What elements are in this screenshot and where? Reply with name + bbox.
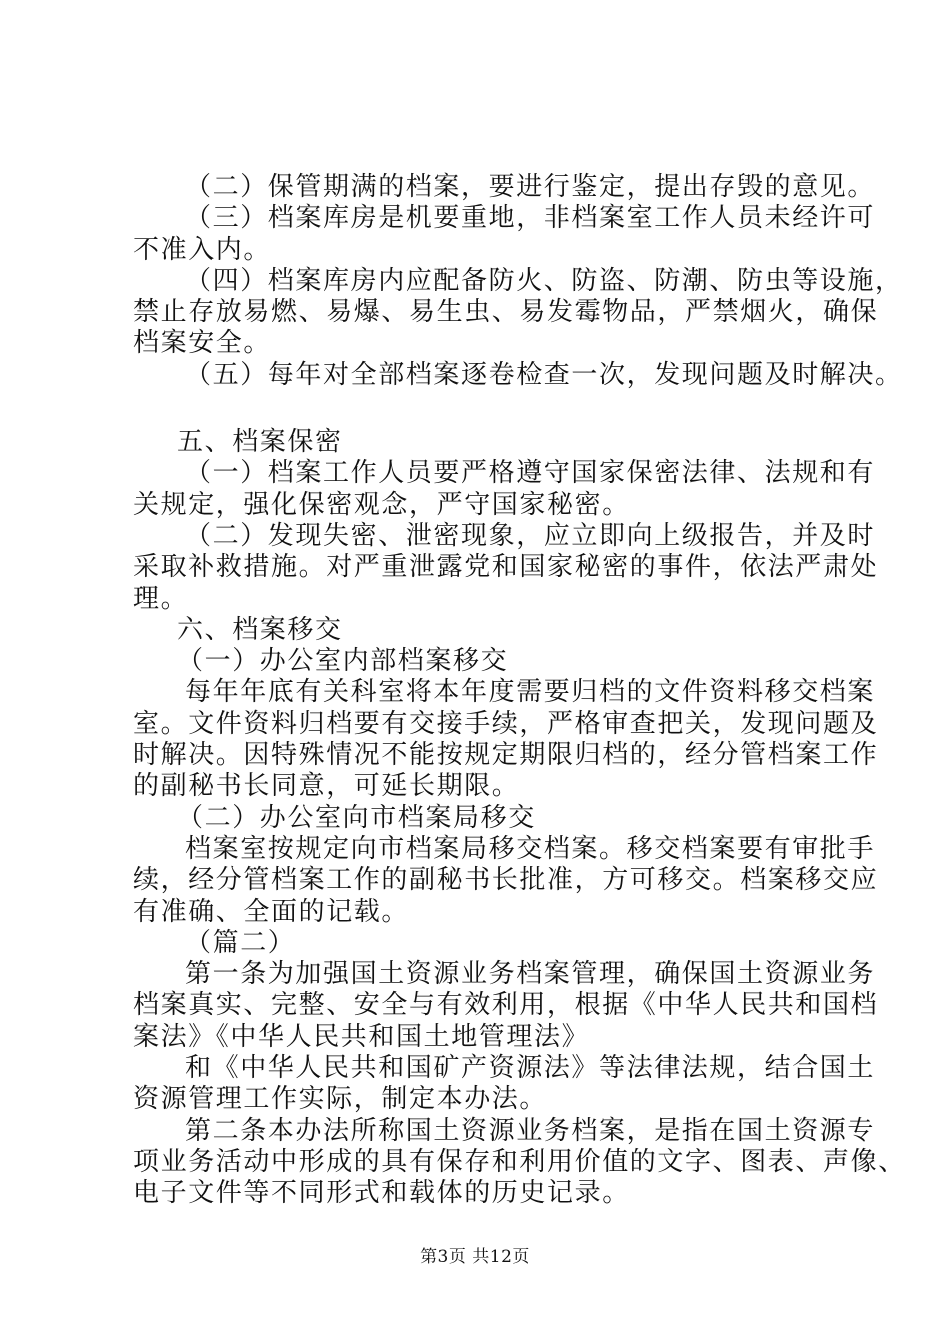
- paragraph-line: （一）档案工作人员要严格遵守国家保密法律、法规和有: [185, 458, 876, 489]
- part-heading: （篇二）: [185, 927, 296, 958]
- paragraph-line: 室。文件资料归档要有交接手续，严格审查把关，发现问题及: [133, 708, 879, 739]
- paragraph-line: （五）每年对全部档案逐卷检查一次，发现问题及时解决。: [185, 359, 903, 390]
- section-heading: 六、档案移交: [177, 614, 343, 645]
- section-gap: [133, 391, 833, 427]
- paragraph-line: 和《中华人民共和国矿产资源法》等法律法规，结合国土: [185, 1053, 876, 1084]
- paragraph-line: 案法》《中华人民共和国土地管理法》: [133, 1021, 590, 1052]
- paragraph-line: 采取补救措施。对严重泄露党和国家秘密的事件，依法严肃处: [133, 552, 879, 583]
- paragraph-line: 电子文件等不同形式和载体的历史记录。: [133, 1178, 630, 1209]
- paragraph-line: 的副秘书长同意，可延长期限。: [133, 771, 520, 802]
- paragraph-line: 第二条本办法所称国土资源业务档案，是指在国土资源专: [185, 1115, 876, 1146]
- paragraph-line: 资源管理工作实际，制定本办法。: [133, 1084, 548, 1115]
- page-footer: 第3页 共12页: [420, 1247, 530, 1267]
- subsection-heading: （一）办公室内部档案移交: [177, 646, 509, 677]
- paragraph-line: （四）档案库房内应配备防火、防盗、防潮、防虫等设施，: [185, 265, 903, 296]
- paragraph-line: 有准确、全面的记载。: [133, 896, 410, 927]
- paragraph-line: 时解决。因特殊情况不能按规定期限归档的，经分管档案工作: [133, 740, 879, 771]
- paragraph-line: （三）档案库房是机要重地，非档案室工作人员未经许可: [185, 203, 876, 234]
- paragraph-line: 项业务活动中形成的具有保存和利用价值的文字、图表、声像、: [133, 1146, 906, 1177]
- paragraph-line: 档案安全。: [133, 328, 272, 359]
- paragraph-line: 关规定，强化保密观念，严守国家秘密。: [133, 489, 630, 520]
- paragraph-line: 档案真实、完整、安全与有效利用，根据《中华人民共和国档: [133, 990, 879, 1021]
- paragraph-line: 不准入内。: [133, 234, 272, 265]
- paragraph-line: 理。: [133, 583, 189, 614]
- paragraph-line: 第一条为加强国土资源业务档案管理，确保国土资源业务: [185, 959, 876, 990]
- section-heading: 五、档案保密: [177, 427, 343, 458]
- paragraph-line: （二）发现失密、泄密现象，应立即向上级报告，并及时: [185, 520, 876, 551]
- paragraph-line: 档案室按规定向市档案局移交档案。移交档案要有审批手: [185, 833, 876, 864]
- paragraph-line: 续，经分管档案工作的副秘书长批准，方可移交。档案移交应: [133, 865, 879, 896]
- document-body: [133, 172, 906, 1210]
- paragraph-line: 每年年底有关科室将本年度需要归档的文件资料移交档案: [185, 677, 876, 708]
- paragraph-line: （二）保管期满的档案，要进行鉴定，提出存毁的意见。: [185, 172, 876, 202]
- paragraph-line: 禁止存放易燃、易爆、易生虫、易发霉物品，严禁烟火，确保: [133, 297, 879, 328]
- subsection-heading: （二）办公室向市档案局移交: [177, 802, 536, 833]
